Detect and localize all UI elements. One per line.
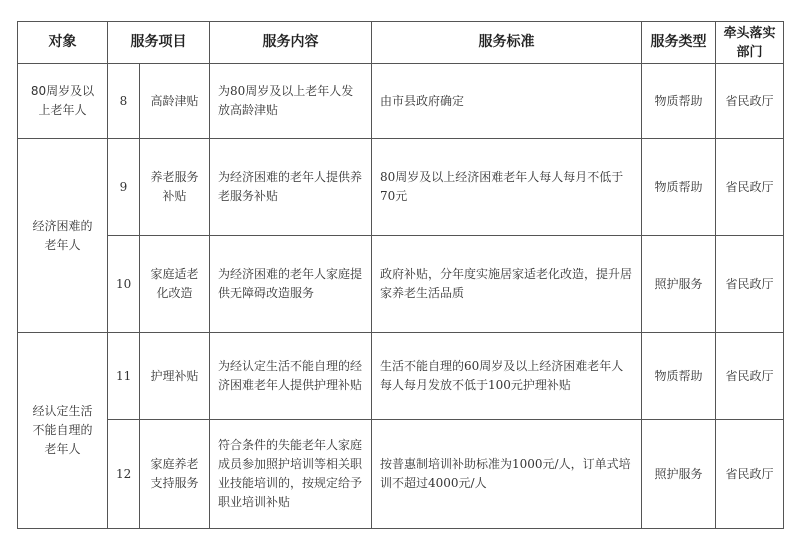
service-content: 符合条件的失能老年人家庭成员参加照护培训等相关职业技能培训的，按规定给予职业培训补贴 <box>210 420 372 529</box>
header-content: 服务内容 <box>210 22 372 64</box>
service-table <box>17 21 784 529</box>
service-standard: 80周岁及以上经济困难老年人每人每月不低于70元 <box>372 139 642 236</box>
service-name: 护理补贴 <box>140 333 210 420</box>
lead-department: 省民政厅 <box>716 236 784 333</box>
service-content: 为经认定生活不能自理的经济困难老年人提供护理补贴 <box>210 333 372 420</box>
lead-department: 省民政厅 <box>716 139 784 236</box>
row-number: 11 <box>108 333 140 420</box>
header-row <box>18 22 784 64</box>
service-type: 物质帮助 <box>642 139 716 236</box>
service-name: 高龄津贴 <box>140 64 210 139</box>
service-name: 养老服务补贴 <box>140 139 210 236</box>
service-standard: 由市县政府确定 <box>372 64 642 139</box>
lead-department: 省民政厅 <box>716 420 784 529</box>
service-content: 为经济困难的老年人家庭提供无障碍改造服务 <box>210 236 372 333</box>
group-label: 80周岁及以上老年人 <box>18 64 108 139</box>
service-standard: 生活不能自理的60周岁及以上经济困难老年人每人每月发放不低于100元护理补贴 <box>372 333 642 420</box>
table-row <box>18 420 784 529</box>
group-label: 经济困难的老年人 <box>18 139 108 333</box>
service-type: 照护服务 <box>642 236 716 333</box>
service-type: 物质帮助 <box>642 64 716 139</box>
row-number: 9 <box>108 139 140 236</box>
table-row <box>18 139 784 236</box>
service-type: 物质帮助 <box>642 333 716 420</box>
service-type: 照护服务 <box>642 420 716 529</box>
row-number: 10 <box>108 236 140 333</box>
row-number: 8 <box>108 64 140 139</box>
service-content: 为经济困难的老年人提供养老服务补贴 <box>210 139 372 236</box>
row-number: 12 <box>108 420 140 529</box>
lead-department: 省民政厅 <box>716 64 784 139</box>
header-item: 服务项目 <box>108 22 210 64</box>
lead-department: 省民政厅 <box>716 333 784 420</box>
header-type: 服务类型 <box>642 22 716 64</box>
service-name: 家庭适老化改造 <box>140 236 210 333</box>
service-name: 家庭养老支持服务 <box>140 420 210 529</box>
header-dept: 牵头落实部门 <box>716 22 784 64</box>
header-standard: 服务标准 <box>372 22 642 64</box>
service-standard: 按普惠制培训补助标准为1000元/人，订单式培训不超过4000元/人 <box>372 420 642 529</box>
group-label: 经认定生活不能自理的老年人 <box>18 333 108 529</box>
header-target: 对象 <box>18 22 108 64</box>
service-content: 为80周岁及以上老年人发放高龄津贴 <box>210 64 372 139</box>
table-row <box>18 333 784 420</box>
table-row <box>18 64 784 139</box>
table-row <box>18 236 784 333</box>
service-standard: 政府补贴，分年度实施居家适老化改造，提升居家养老生活品质 <box>372 236 642 333</box>
